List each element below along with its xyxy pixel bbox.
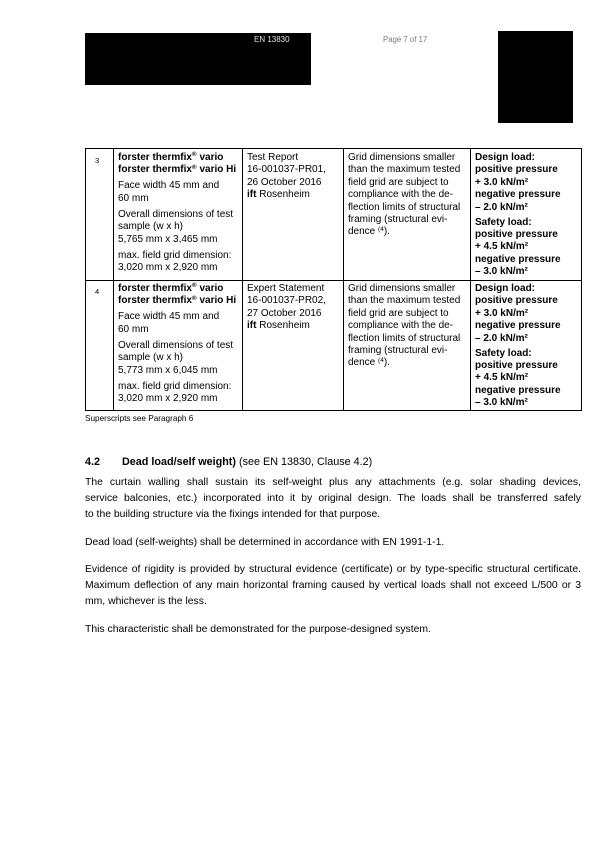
design-load-title: Design load: [475,283,536,294]
institute [247,189,341,201]
product-name-text: forster thermfix [118,152,192,163]
evidence-cell [243,281,344,411]
product-name-suffix: vario [196,152,224,163]
load-line: positive pressure [475,229,558,241]
evidence-line: Test Report [247,152,299,163]
table-footnote: Superscripts see Paragraph 6 [85,414,194,423]
footnote-ref: (4 [378,225,384,233]
condition-line: field grid are subject to [348,176,449,188]
evidence-cell [243,149,344,281]
paragraph-line: mm, whichever is the less. [85,596,207,607]
loads-cell [471,281,582,411]
load-line: negative pressure [475,320,561,332]
section-body [85,475,581,649]
condition-line: Grid dimensions smaller [348,152,456,163]
condition-line: than the maximum tested [348,295,461,307]
design-load-title: Design load: [475,152,536,163]
product-name-suffix: vario Hi [196,164,237,176]
registered-mark: ® [191,282,197,290]
condition-line: framing (structural evi- [348,345,448,357]
load-line: – 3.0 kN/m² [475,397,528,409]
evidence-line: 16-001037-PR01, [247,164,326,176]
load-line: positive pressure [475,360,558,372]
grid-dimension-line: max. field grid dimension: [118,380,232,392]
product-name [118,283,240,295]
condition-line: field grid are subject to [348,307,449,319]
system-cell [114,281,243,411]
registered-mark: ® [191,294,197,302]
approval-table [85,148,582,411]
condition-line: than the maximum tested [348,164,461,176]
registered-mark: ® [191,163,197,171]
paragraph [85,535,581,551]
face-width-line: 60 mm [118,192,149,204]
load-line: + 4.5 kN/m² [475,372,529,384]
paragraph [85,622,581,638]
face-width-line: 60 mm [118,323,149,335]
page-number: Page 7 of 17 [383,35,428,44]
load-line: + 3.0 kN/m² [475,176,529,188]
condition-text: ). [383,226,390,238]
institute-name: ift [247,189,257,201]
condition-text: dence [348,226,379,238]
load-line: positive pressure [475,164,558,176]
paragraph-line: to the building structure via the fixings intended for that purpose. [85,509,381,520]
section-title: Dead load/self weight) [122,456,236,468]
load-line: + 4.5 kN/m² [475,241,529,253]
paragraph-line: The curtain walling shall sustain its self-weight plus any attachments (e.g. solar shading devices, [85,477,581,488]
condition-line: flection limits of structural [348,332,461,344]
load-line: – 3.0 kN/m² [475,266,528,278]
paragraph [85,475,581,523]
system-cell [114,149,243,281]
paragraph-line: Dead load (self-weights) shall be determined in accordance with EN 1991-1-1. [85,536,445,548]
row-number: 3 [95,156,100,165]
evidence-line: 16-001037-PR02, [247,295,326,307]
condition-line: framing (structural evi- [348,214,448,226]
paragraph-line: Evidence of rigidity is provided by structural evidence (certificate) or by type-specific structural certificate. [85,564,581,575]
dimensions-line: 5,765 mm x 3,465 mm [118,233,218,245]
product-name [118,164,240,176]
conditions-cell [344,281,471,411]
load-line: – 2.0 kN/m² [475,201,528,213]
conditions-cell [344,149,471,281]
load-line: negative pressure [475,384,561,396]
product-name-text: forster thermfix [118,295,192,307]
safety-load-title: Safety load: [475,347,532,359]
evidence-line: 27 October 2016 [247,307,322,319]
paragraph-line: This characteristic shall be demonstrated for the purpose-designed system. [85,623,431,635]
section-reference: (see EN 13830, Clause 4.2) [238,456,373,468]
dimensions-line: Overall dimensions of test [118,339,234,351]
face-width-line: Face width 45 mm and [118,180,220,192]
condition-text: dence [348,357,379,369]
row-number-cell [86,281,114,411]
product-name [118,295,240,307]
condition-line: compliance with the de- [348,320,454,332]
institute-location: Rosenheim [256,320,310,332]
dimensions-line: Overall dimensions of test [118,208,234,220]
header-standard: EN 13830 [254,35,290,44]
grid-dimension-line: 3,020 mm x 2,920 mm [118,262,218,274]
dimensions-line: sample (w x h) [118,221,184,233]
institute [247,320,341,332]
section-number: 4.2 [85,456,101,468]
product-name-suffix: vario [196,283,224,294]
load-line: positive pressure [475,295,558,307]
redaction-block-right [498,31,573,123]
paragraph [85,562,581,610]
condition-line: compliance with the de- [348,189,454,201]
load-line: negative pressure [475,189,561,201]
condition-line: flection limits of structural [348,201,461,213]
row-number: 4 [95,287,100,296]
evidence-line: Expert Statement [247,283,325,294]
product-name-suffix: vario Hi [196,295,237,307]
grid-dimension-line: max. field grid dimension: [118,249,232,261]
dimensions-line: 5,773 mm x 6,045 mm [118,364,218,376]
load-line: + 3.0 kN/m² [475,307,529,319]
loads-cell [471,149,582,281]
row-number-cell [86,149,114,281]
section-heading [85,454,372,470]
condition-text: ). [383,357,390,369]
condition-line [348,226,468,238]
paragraph-line: service balconies, etc.) incorporated into it by original design. The loads shall be transferred safely [85,493,581,504]
dimensions-line: sample (w x h) [118,352,184,364]
institute-location: Rosenheim [256,189,310,201]
product-name-text: forster thermfix [118,283,192,294]
condition-line: Grid dimensions smaller [348,283,456,294]
product-name [118,152,240,164]
evidence-line: 26 October 2016 [247,176,322,188]
face-width-line: Face width 45 mm and [118,311,220,323]
registered-mark: ® [191,151,197,159]
safety-load-title: Safety load: [475,216,532,228]
product-name-text: forster thermfix [118,164,192,176]
load-line: – 2.0 kN/m² [475,332,528,344]
footnote-ref: (4 [378,356,384,364]
load-line: negative pressure [475,253,561,265]
grid-dimension-line: 3,020 mm x 2,920 mm [118,393,218,405]
paragraph-line: Maximum deflection of any main horizontal framing caused by vertical loads shall not exceed L/500 or 3 [85,580,581,591]
condition-line [348,357,468,369]
institute-name: ift [247,320,257,332]
